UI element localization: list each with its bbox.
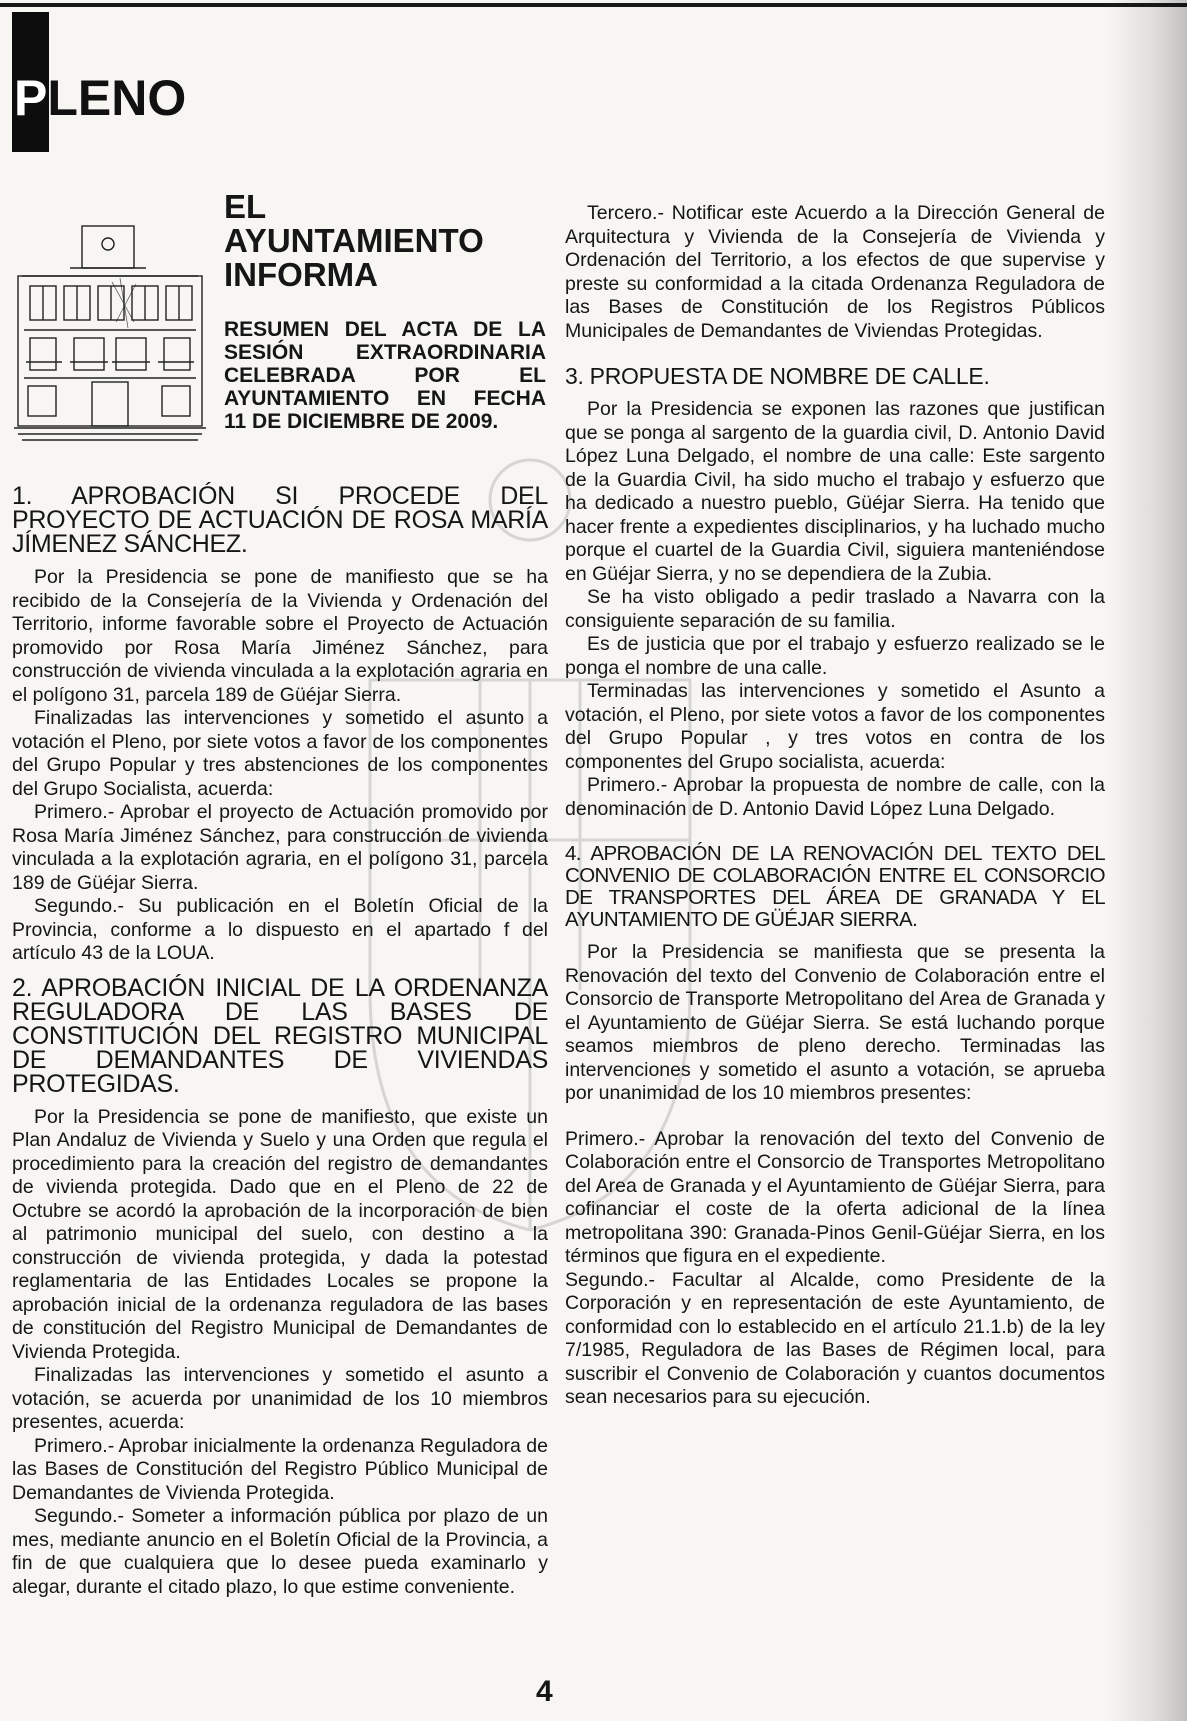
page-binding-shadow (1107, 0, 1187, 1721)
agreement-label: Segundo. (34, 1505, 118, 1527)
section-3-paragraph: Terminadas las intervenciones y sometido el Asunto a votación, el Pleno, por siete votos a favor de los componentes del Grupo Popular , y tres votos en contra de los componentes del Grupo socialista, acuerda: (565, 680, 1105, 773)
section-3-paragraph: Se ha visto obligado a pedir traslado a Navarra con la consiguiente separación de su familia. (565, 586, 1105, 632)
agreement-label: Tercero. (587, 202, 658, 224)
intro-subtitle-line: AYUNTAMIENTO EN FECHA (224, 387, 546, 410)
intro-subtitle-line: CELEBRADA POR EL (224, 364, 546, 387)
intro-title-line: EL (224, 188, 267, 225)
left-column (12, 484, 548, 1599)
page-number: 4 (536, 1675, 553, 1708)
top-rule (0, 3, 1187, 7)
section-3-paragraph: Es de justicia que por el trabajo y esfuerzo realizado se le ponga el nombre de una calle. (565, 633, 1105, 679)
section-4-title: 4. APROBACIÓN DE LA RENOVACIÓN DEL TEXTO DEL CONVENIO DE COLABORACIÓN ENTRE EL CONSORCIO DE TRANSPORTES DEL ÁREA DE GRANADA Y EL AYUNTAMIENTO DE GÜÉJAR SIERRA. (565, 842, 1105, 931)
section-1-agreement: - Su publicación en el Boletín Oficial de la Provincia, conforme a lo dispuesto en el apartado f del artículo 43 de la LOUA. (12, 895, 548, 964)
section-3-agreement: - Aprobar la propuesta de nombre de calle, con la denominación de D. Antonio David López Luna Delgado. (565, 774, 1105, 820)
agreement-label: Primero. (34, 801, 108, 823)
intro-subtitle-line: RESUMEN DEL ACTA DE LA (224, 318, 546, 341)
section-4-agreement: - Facultar al Alcalde, como Presidente de la Corporación y en representación de este Ayuntamiento, de conformidad con lo establecido en el artículo 21.1.b) de la ley 7/1985, Reguladora de las Bases de Régimen local, para suscribir el Convenio de Colaboración y cuantos documentos sean necesarios para su ejecución. (565, 1268, 1105, 1408)
intro-title-line: INFORMA (224, 256, 378, 293)
section-2-agreement: - Aprobar inicialmente la ordenanza Reguladora de las Bases de Constitución del Registro Público Municipal de Demandantes de Vivienda Protegida. (12, 1434, 548, 1504)
section-1-paragraph: Finalizadas las intervenciones y sometido el asunto a votación el Pleno, por siete votos a favor de los componentes del Grupo Popular y tres abstenciones de los componentes del Grupo Socialista, acuerda: (12, 707, 548, 800)
agreement-label: Segundo. (34, 895, 118, 917)
intro-subtitle-line: 11 DE DICIEMBRE DE 2009. (224, 410, 499, 433)
section-1-paragraph: Por la Presidencia se pone de manifiesto que se ha recibido de la Consejería de la Vivienda y Ordenación del Territorio, informe favorable sobre el Proyecto de Actuación promovido por Rosa María Jiménez Sánchez, para construcción de vivienda vinculada a la explotación agraria en el polígono 31, parcela 189 de Güéjar Sierra. (12, 566, 548, 706)
section-1-agreement: - Aprobar el proyecto de Actuación promovido por Rosa María Jiménez Sánchez, para construcción de vivienda vinculada a la explotación agraria, en el polígono 31, parcela 189 de Güéjar Sierra. (12, 801, 548, 894)
section-4-paragraph: Por la Presidencia se manifiesta que se presenta la Renovación del texto del Convenio de Colaboración entre el Consorcio de Transporte Metropolitano del Area de Granada y el Ayuntamiento de Güéjar Sierra. Se está luchando porque seamos miembros de pleno derecho. Terminadas las intervenciones y sometido el asunto a votación, se aprueba por unanimidad de los 10 miembros presentes: (565, 941, 1105, 1104)
section-2-paragraph: Por la Presidencia se pone de manifiesto, que existe un Plan Andaluz de Vivienda y Suelo y una Orden que regula el procedimiento para la creación del registro de demandantes de vivienda protegida. Dado que en el Pleno de 22 de Octubre se acordó la aprobación de la incorporación de bien al patrimonio municipal del suelo, con destino a la construcción de vivienda protegida, y dada la potestad reglamentaria de las Entidades Locales se propone la aprobación inicial de la ordenanza reguladora de las bases de constitución del Registro Municipal de Demandantes de Vivienda Protegida. (12, 1105, 548, 1363)
section-4-agreement: - Aprobar la renovación del texto del Convenio de Colaboración entre el Consorcio de Transportes Metropolitano del Area de Granada y el Ayuntamiento de Güéjar Sierra, para cofinanciar el coste de la oferta adicional de la línea metropolitana 390: Granada-Pinos Genil-Güéjar Sierra, en los términos que figura en el expediente. (565, 1127, 1105, 1267)
right-column (565, 202, 1105, 1410)
intro-subtitle-line: SESIÓN EXTRAORDINARIA (224, 341, 546, 364)
agreement-label: Primero. (34, 1434, 108, 1457)
agreement-label: Primero. (565, 1127, 639, 1150)
intro-title (224, 190, 484, 292)
section-header-first-letter: P (14, 70, 48, 126)
section-2-agreement: - Someter a información pública por plazo de un mes, mediante anuncio en el Boletín Oficial de la Provincia, a fin de que cualquiera que lo desee pueda examinarlo y alegar, durante el citado plazo, lo que estime conveniente. (12, 1505, 548, 1598)
section-1-title: 1. APROBACIÓN SI PROCEDE DEL PROYECTO DE ACTUACIÓN DE ROSA MARÍA JÍMENEZ SÁNCHEZ. (12, 482, 548, 558)
section-2-title: 2. APROBACIÓN INICIAL DE LA ORDENANZA REGULADORA DE LAS BASES DE CONSTITUCIÓN DEL REGISTRO MUNICIPAL DE DEMANDANTES DE VIVIENDAS PROTEGIDAS. (12, 973, 548, 1098)
section-2-agreement-third: - Notificar este Acuerdo a la Dirección General de Arquitectura y Vivienda de la Consejería de Vivienda y Ordenación del Territorio, a los efectos de que supervise y preste su conformidad a la citada Ordenanza Reguladora de las Bases de Constitución de los Registros Públicos Municipales de Demandantes de Viviendas Protegidas. (565, 202, 1105, 342)
section-3-paragraph: Por la Presidencia se exponen las razones que justifican que se ponga al sargento de la guardia civil, D. Antonio David López Luna Delgado, el nombre de una calle: Este sargento de la Guardia Civil, ha sido mucho el trabajo y esfuerzo que ha dedicado a nuestro pueblo, Güéjar Sierra. Ha tenido que hacer frente a expedientes disciplinarios, y ha luchado mucho porque el cuartel de la Guardia Civil, siguiera manteniéndose en Güéjar Sierra, y no se dependiera de la Zubia. (565, 398, 1105, 585)
intro-title-line: AYUNTAMIENTO (224, 222, 484, 259)
section-2-paragraph: Finalizadas las intervenciones y sometido el asunto a votación, se acuerda por unanimidad de los 10 miembros presentes, acuerda: (12, 1364, 548, 1433)
intro-subtitle (224, 318, 546, 433)
agreement-label: Segundo. (565, 1268, 649, 1291)
town-hall-illustration (12, 218, 208, 446)
agreement-label: Primero. (587, 774, 661, 796)
section-header (14, 70, 186, 126)
section-header-rest: LENO (47, 70, 187, 126)
section-3-title: 3. PROPUESTA DE NOMBRE DE CALLE. (565, 363, 990, 389)
